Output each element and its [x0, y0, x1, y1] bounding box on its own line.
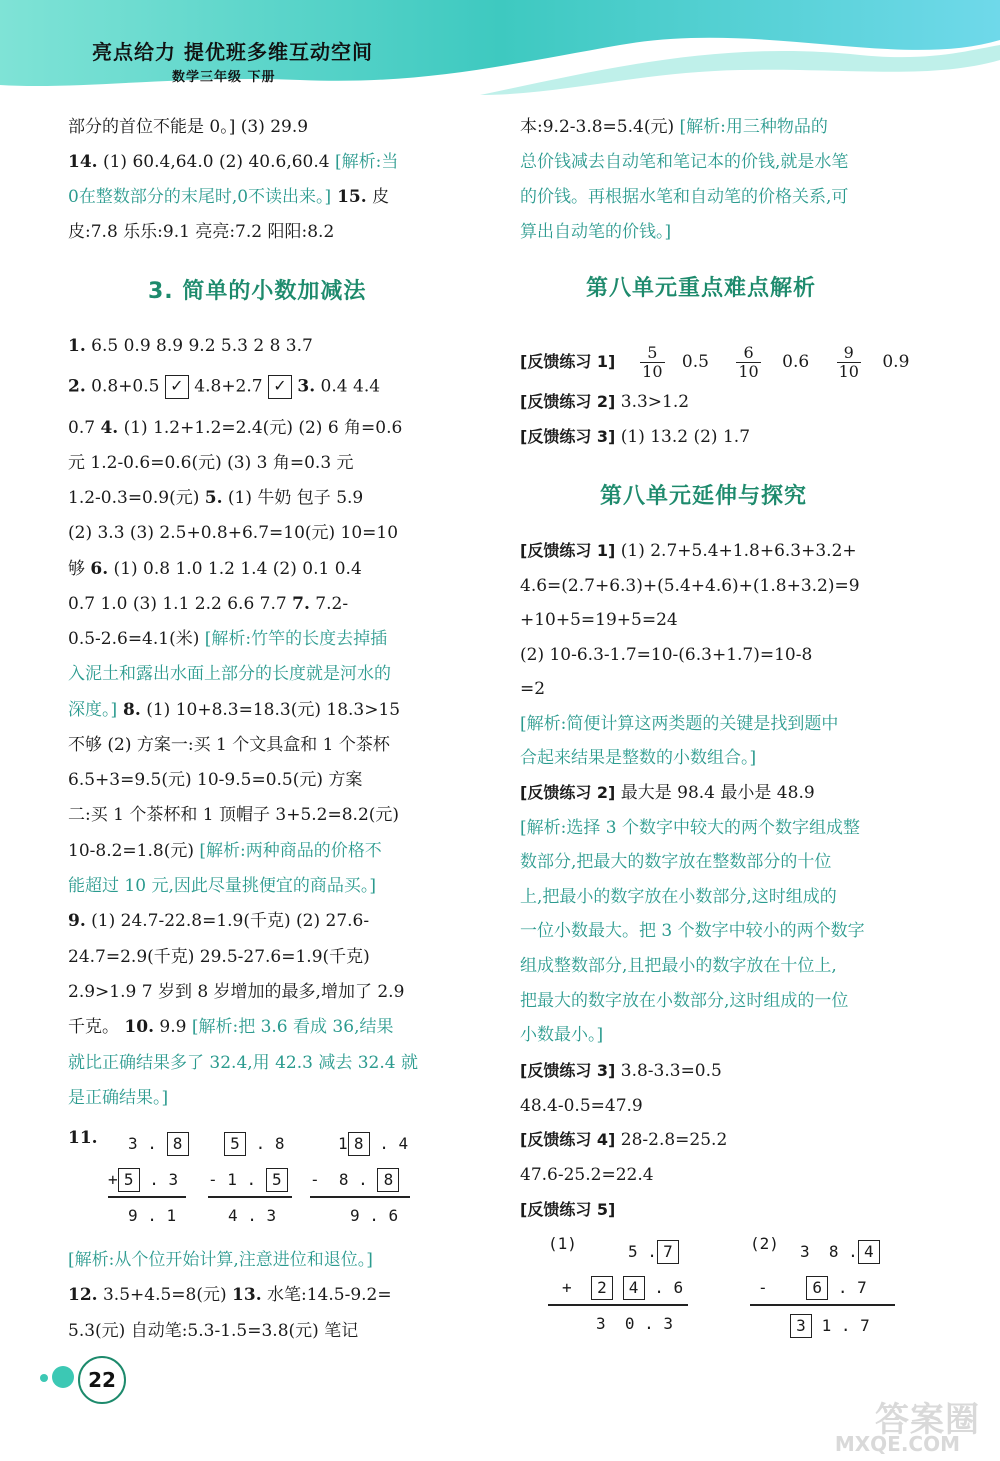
feedback-line: [反馈练习 5]	[520, 1200, 616, 1219]
fraction: $\frac{9}{10}$	[838, 343, 859, 381]
answer-line: 总价钱减去自动笔和笔记本的价钱,就是水笔	[520, 152, 849, 172]
answer-line: 1. 6.5 0.9 8.9 9.2 5.3 2 8 3.7	[68, 336, 313, 356]
vertical-calculation-1: 3 . 8 + 5 . 3 9 . 1	[108, 1130, 208, 1240]
answer-line: 10-8.2=1.8(元) [解析:两种商品的价格不	[68, 841, 382, 861]
answer-line: 元 1.2-0.6=0.6(元) (3) 3 角=0.3 元	[68, 453, 354, 473]
answer-line: 部分的首位不能是 0。] (3) 29.9	[68, 117, 309, 137]
answer-line: [解析:简便计算这两类题的关键是找到题中	[520, 714, 839, 734]
vertical-calculation-2: 5 . 8 - 1 . 5 4 . 3	[208, 1130, 308, 1240]
watermark-logo: 答案圈	[875, 1400, 980, 1440]
vertical-calculation-5-1: (1) 5 . 7 + 2 4 . 6 3 0 . 3	[548, 1234, 698, 1344]
feedback-line: [反馈练习 3] (1) 13.2 (2) 1.7	[520, 427, 751, 447]
answer-line: 二:买 1 个茶杯和 1 顶帽子 3+5.2=8.2(元)	[68, 805, 400, 825]
header-title: 亮点给力 提优班多维互动空间	[92, 40, 373, 64]
answer-line: 不够 (2) 方案一:买 1 个文具盒和 1 个茶杯	[68, 735, 390, 755]
answer-line: 上,把最小的数字放在小数部分,这时组成的	[520, 887, 837, 907]
answer-line: 9. (1) 24.7-22.8=1.9(千克) (2) 27.6-	[68, 911, 370, 931]
answer-line: 14. (1) 60.4,64.0 (2) 40.6,60.4 [解析:当	[68, 152, 399, 172]
section-title: 3. 简单的小数加减法	[148, 279, 367, 304]
fraction: $\frac{6}{10}$	[738, 343, 759, 381]
feedback-line: [反馈练习 1] (1) 2.7+5.4+1.8+6.3+3.2+	[520, 541, 857, 561]
header-subtitle: 数学三年级 下册	[172, 70, 276, 85]
answer-line: 算出自动笔的价钱。]	[520, 222, 672, 242]
section-title: 第八单元重点难点解析	[586, 276, 817, 301]
answer-line: (2) 3.3 (3) 2.5+0.8+6.7=10(元) 10=10	[68, 523, 399, 543]
section-title: 第八单元延伸与探究	[600, 484, 808, 509]
question-number: 11.	[68, 1128, 98, 1148]
answer-line: =2	[520, 679, 546, 699]
answer-line: 1.2-0.3=0.9(元) 5. (1) 牛奶 包子 5.9	[68, 488, 364, 508]
answer-line: 6.5+3=9.5(元) 10-9.5=0.5(元) 方案	[68, 770, 363, 790]
feedback-line: [反馈练习 2] 3.3>1.2	[520, 392, 690, 412]
feedback-line: [反馈练习 1] $\frac{5}{10}$ 0.5 $\frac{6}{10}$ 0.6 $\frac{9}{10}$ 0.9	[520, 343, 910, 381]
vertical-calculation-5-2: (2) 3 8 . 4 - 6 . 7 3 1 . 7	[750, 1234, 900, 1344]
vertical-calculation-3: 1 8 . 4 - 8 . 8 9 . 6	[310, 1134, 409, 1225]
answer-line: 入泥土和露出水面上部分的长度就是河水的	[68, 664, 391, 684]
answer-line: 48.4-0.5=47.9	[520, 1096, 643, 1116]
answer-line: 0.7 4. (1) 1.2+1.2=2.4(元) (2) 6 角=0.6	[68, 418, 403, 438]
decorative-dot	[52, 1366, 74, 1388]
check-box: ✓	[165, 375, 189, 399]
answer-line: 小数最小。]	[520, 1025, 604, 1045]
answer-line: 数部分,把最大的数字放在整数部分的十位	[520, 852, 832, 872]
answer-line: 4.6=(2.7+6.3)+(5.4+4.6)+(1.8+3.2)=9	[520, 576, 860, 596]
fraction: $\frac{5}{10}$	[642, 343, 663, 381]
answer-line: 47.6-25.2=22.4	[520, 1165, 654, 1185]
feedback-line: [反馈练习 2] 最大是 98.4 最小是 48.9	[520, 783, 815, 803]
answer-line: (2) 10-6.3-1.7=10-(6.3+1.7)=10-8	[520, 645, 813, 665]
answer-line: 24.7=2.9(千克) 29.5-27.6=1.9(千克)	[68, 947, 370, 967]
answer-line: 组成整数部分,且把最小的数字放在十位上,	[520, 956, 837, 976]
answer-line: 12. 3.5+4.5=8(元) 13. 水笔:14.5-9.2=	[68, 1285, 392, 1305]
answer-line: 把最大的数字放在小数部分,这时组成的一位	[520, 991, 849, 1011]
answer-line: 2. 0.8+0.5 ✓ 4.8+2.7 ✓ 3. 0.4 4.4	[68, 375, 380, 399]
answer-line: 0.5-2.6=4.1(米) [解析:竹竿的长度去掉插	[68, 629, 388, 649]
answer-line: [解析:选择 3 个数字中较大的两个数字组成整	[520, 818, 860, 838]
answer-line: 是正确结果。]	[68, 1088, 169, 1108]
answer-line: 5.3(元) 自动笔:5.3-1.5=3.8(元) 笔记	[68, 1321, 359, 1341]
answer-line: 0.7 1.0 (3) 1.1 2.2 6.6 7.7 7. 7.2-	[68, 594, 349, 614]
answer-line: 深度。] 8. (1) 10+8.3=18.3(元) 18.3>15	[68, 700, 401, 720]
answer-line: 能超过 10 元,因此尽量挑便宜的商品买。]	[68, 876, 376, 896]
check-box: ✓	[268, 375, 292, 399]
answer-line: 的价钱。再根据水笔和自动笔的价格关系,可	[520, 187, 849, 207]
answer-line: 一位小数最大。把 3 个数字中较小的两个数字	[520, 921, 865, 941]
answer-line: 0在整数部分的末尾时,0不读出来。] 15. 皮	[68, 187, 390, 207]
feedback-line: [反馈练习 4] 28-2.8=25.2	[520, 1130, 728, 1150]
watermark-url: MXQE.COM	[834, 1432, 960, 1456]
answer-line: 本:9.2-3.8=5.4(元) [解析:用三种物品的	[520, 117, 828, 137]
page-number: 22	[78, 1356, 126, 1404]
answer-line: [解析:从个位开始计算,注意进位和退位。]	[68, 1250, 373, 1270]
answer-line: 合起来结果是整数的小数组合。]	[520, 748, 757, 768]
feedback-line: [反馈练习 3] 3.8-3.3=0.5	[520, 1061, 722, 1081]
answer-line: 就比正确结果多了 32.4,用 42.3 减去 32.4 就	[68, 1053, 418, 1073]
decorative-dot	[40, 1374, 48, 1382]
answer-line: 够 6. (1) 0.8 1.0 1.2 1.4 (2) 0.1 0.4	[68, 559, 362, 579]
answer-line: 皮:7.8 乐乐:9.1 亮亮:7.2 阳阳:8.2	[68, 222, 335, 242]
answer-line: +10+5=19+5=24	[520, 610, 678, 630]
answer-line: 2.9>1.9 7 岁到 8 岁增加的最多,增加了 2.9	[68, 982, 405, 1002]
answer-line: 千克。 10. 9.9 [解析:把 3.6 看成 36,结果	[68, 1017, 394, 1037]
